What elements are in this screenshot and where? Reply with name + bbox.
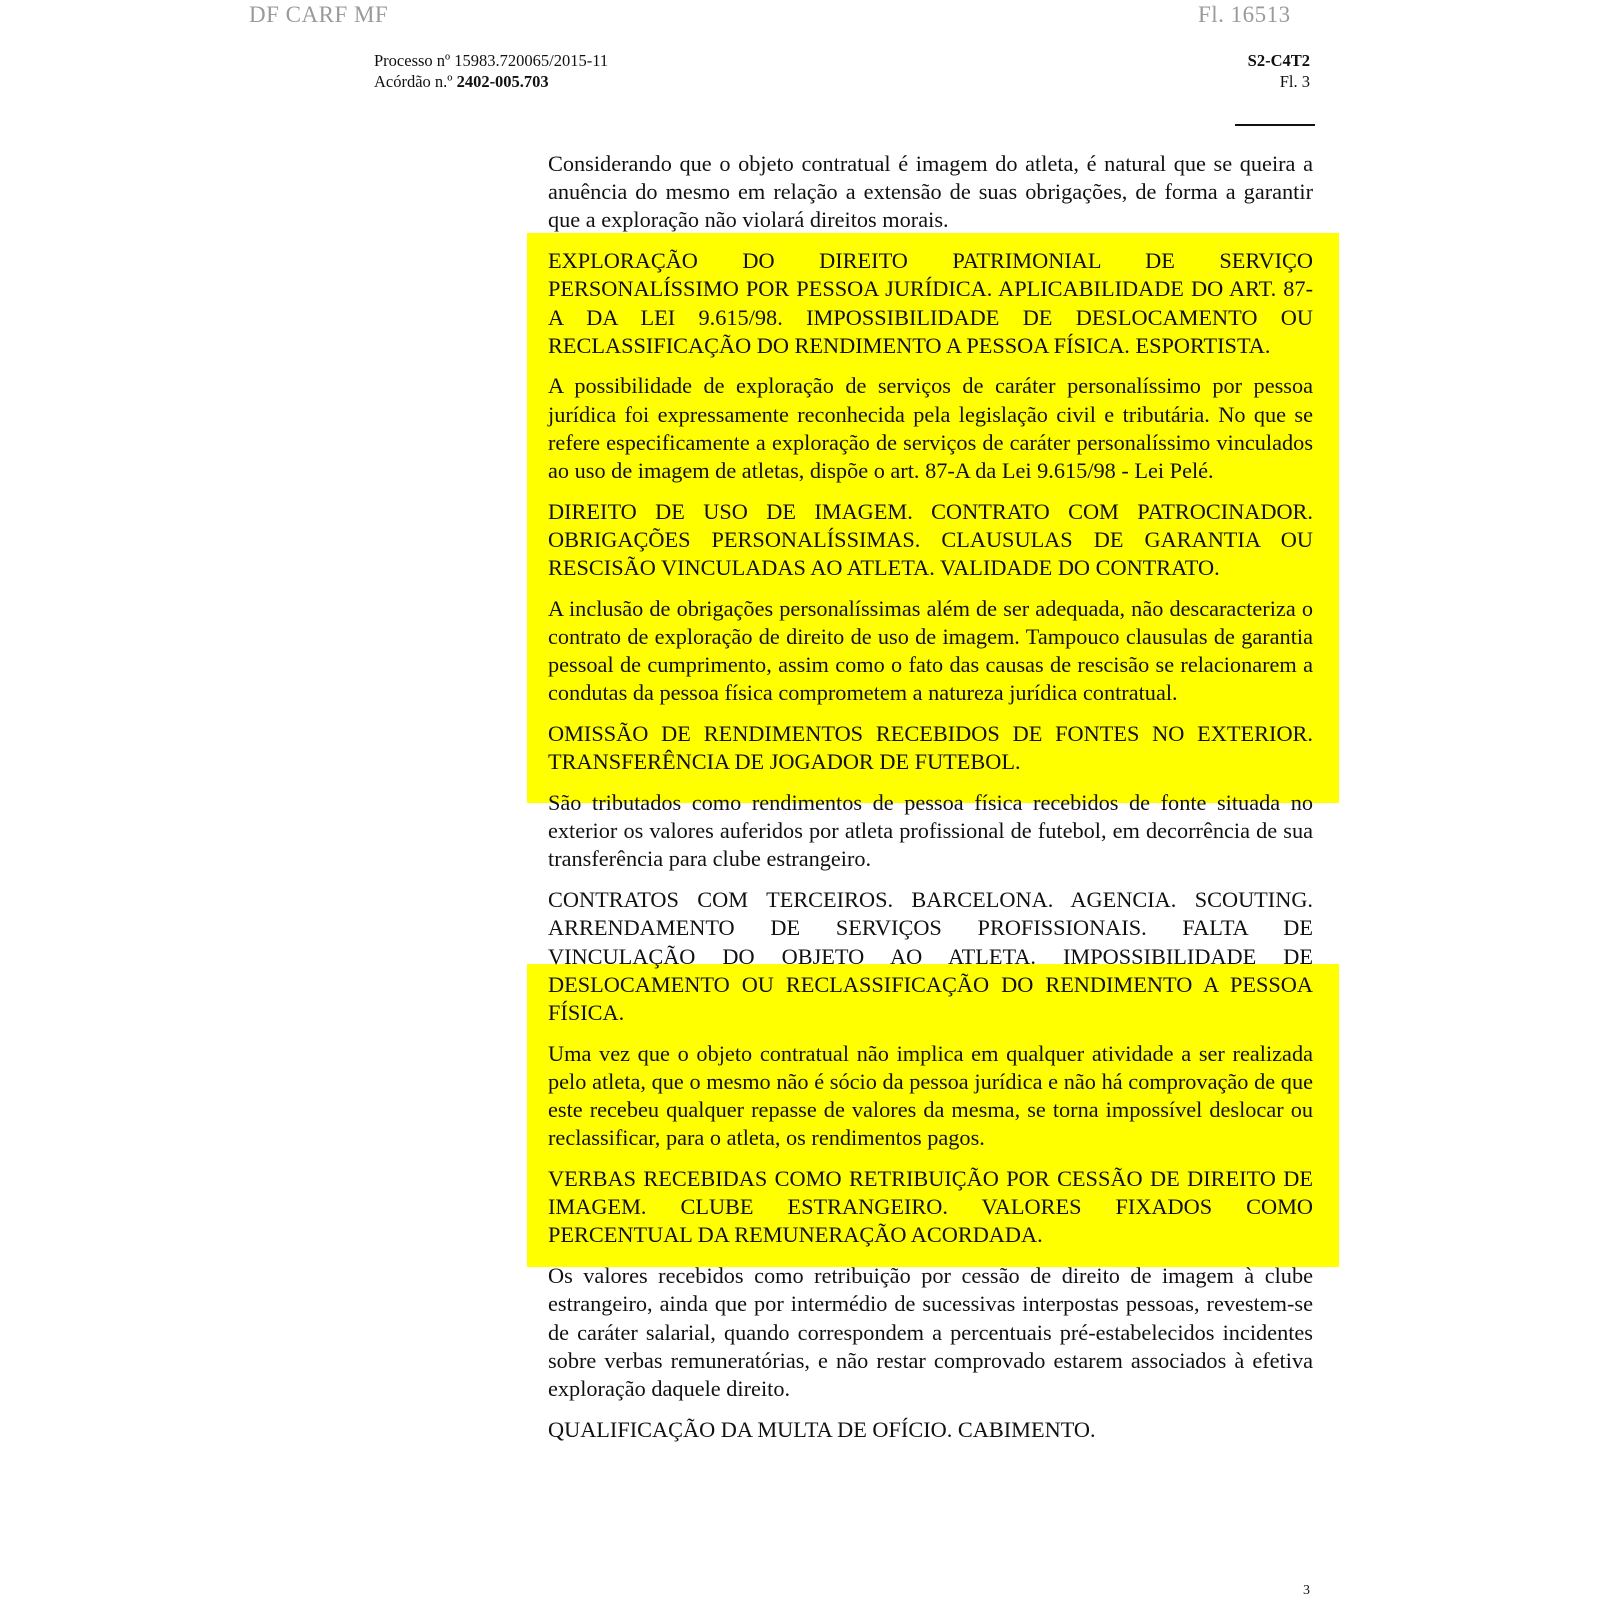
page-number: 3 xyxy=(1303,1583,1310,1598)
ementa-heading: QUALIFICAÇÃO DA MULTA DE OFÍCIO. CABIMENTO. xyxy=(548,1416,1096,1442)
ementa-heading: EXPLORAÇÃO DO DIREITO PATRIMONIAL DE SERVIÇO PERSONALÍSSIMO POR PESSOA JURÍDICA. APLICABILIDADE DO ART. 87-A DA LEI 9.615/98. IMPOSSIBILIDADE DE DESLOCAMENTO OU RECLASSIFICAÇÃO DO RENDIMENTO A PESSOA FÍSICA. ESPORTISTA. xyxy=(548,248,1313,358)
acordao-number: 2402-005.703 xyxy=(456,72,549,91)
paragraph: Considerando que o objeto contratual é imagem do atleta, é natural que se queira a anuência do mesmo em relação a extensão de suas obrigações, de forma a garantir que a exploração não violará direitos morais. xyxy=(548,151,1313,233)
acordao-line xyxy=(374,71,608,92)
paragraph: São tributados como rendimentos de pessoa física recebidos de fonte situada no exterior os valores auferidos por atleta profissional de futebol, em decorrência de sua transferência para clube estrangeiro. xyxy=(548,790,1313,872)
document-body xyxy=(548,150,1313,1456)
paragraph: Uma vez que o objeto contratual não implica em qualquer atividade a ser realizada pelo atleta, que o mesmo não é sócio da pessoa jurídica e não há comprovação de que este recebeu qualquer repasse de valores da mesma, se torna impossível deslocar ou reclassificar, para o atleta, os rendimentos pagos. xyxy=(548,1040,1313,1151)
header-left xyxy=(374,50,608,92)
header-rule xyxy=(1235,124,1315,126)
processo-number: Processo nº 15983.720065/2015-11 xyxy=(374,51,609,70)
acordao-prefix: Acórdão n.º xyxy=(374,72,457,91)
paragraph: Os valores recebidos como retribuição por cessão de direito de imagem à clube estrangeiro, ainda que por intermédio de sucessivas interpostas pessoas, revestem-se de caráter salarial, quando correspondem a percentuais pré-estabelecidos incidentes sobre verbas remuneratórias, e não restar comprovado estarem associados à efetiva exploração daquele direito. xyxy=(548,1263,1313,1401)
ementa-heading: VERBAS RECEBIDAS COMO RETRIBUIÇÃO POR CESSÃO DE DIREITO DE IMAGEM. CLUBE ESTRANGEIRO. VALORES FIXADOS COMO PERCENTUAL DA REMUNERAÇÃO ACORDADA. xyxy=(548,1166,1313,1248)
watermark-df-carf-mf: DF CARF MF xyxy=(249,2,389,27)
watermark-folio: Fl. 16513 xyxy=(1198,2,1291,27)
folha-number: Fl. 3 xyxy=(1279,72,1310,91)
ementa-heading: OMISSÃO DE RENDIMENTOS RECEBIDOS DE FONTES NO EXTERIOR. TRANSFERÊNCIA DE JOGADOR DE FUTEBOL. xyxy=(548,721,1313,775)
ementa-heading: DIREITO DE USO DE IMAGEM. CONTRATO COM PATROCINADOR. OBRIGAÇÕES PERSONALÍSSIMAS. CLAUSULAS DE GARANTIA OU RESCISÃO VINCULADAS AO ATLETA. VALIDADE DO CONTRATO. xyxy=(548,498,1313,581)
section-code: S2-C4T2 xyxy=(1247,51,1310,70)
paragraph: A possibilidade de exploração de serviços de caráter personalíssimo por pessoa jurídica foi expressamente reconhecida pela legislação civil e tributária. No que se refere especificamente a exploração de serviços de caráter personalíssimo vinculados ao uso de imagem de atletas, dispõe o art. 87-A da Lei 9.615/98 - Lei Pelé. xyxy=(548,373,1313,484)
header-right xyxy=(1150,50,1310,92)
paragraph: A inclusão de obrigações personalíssimas além de ser adequada, não descaracteriza o contrato de exploração de direito de uso de imagem. Tampouco clausulas de garantia pessoal de cumprimento, assim como o fato das causas de rescisão se relacionarem a condutas da pessoa física comprometem a natureza jurídica contratual. xyxy=(548,595,1313,706)
ementa-heading: CONTRATOS COM TERCEIROS. BARCELONA. AGENCIA. SCOUTING. ARRENDAMENTO DE SERVIÇOS PROFISSIONAIS. FALTA DE VINCULAÇÃO DO OBJETO AO ATLETA. IMPOSSIBILIDADE DE DESLOCAMENTO OU RECLASSIFICAÇÃO DO RENDIMENTO A PESSOA FÍSICA. xyxy=(548,887,1313,1025)
